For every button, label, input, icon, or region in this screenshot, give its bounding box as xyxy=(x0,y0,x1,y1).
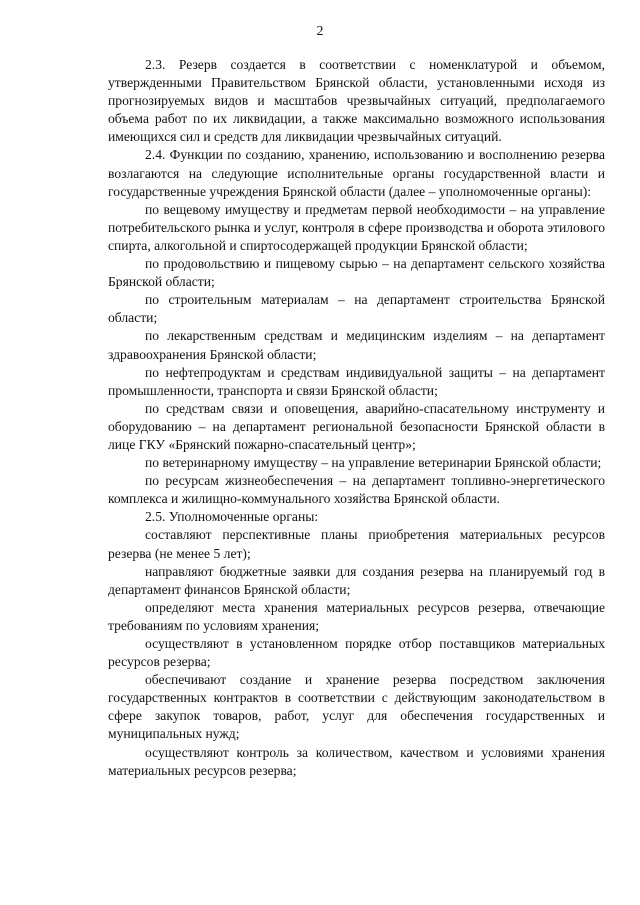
duty-contracts: обеспечивают создание и хранение резерва посредством заключения государственных контрактов в соответствии с действующим законодательством в сфере закупок товаров, работ, услуг для обеспечения государственных и муниципальных нужд; xyxy=(108,672,605,742)
paragraph-2-3: 2.3. Резерв создается в соответствии с номенклатурой и объемом, утвержденными Правительством Брянской области, установленными исходя из прогнозируемых видов и масштабов чрезвычайных ситуаций, предполагаемого объема работ по их ликвидации, а также максимально возможного использования имеющихся сил и средств для ликвидации чрезвычайных ситуаций. xyxy=(108,57,605,145)
list-item-life-support: по ресурсам жизнеобеспечения – на департамент топливно-энергетического комплекса и жилищно-коммунального хозяйства Брянской области. xyxy=(108,473,605,507)
paragraph-2-5: 2.5. Уполномоченные органы: xyxy=(145,509,319,525)
duty-plans: составляют перспективные планы приобретения материальных ресурсов резерва (не менее 5 лет); xyxy=(108,527,605,561)
paragraph-2-4: 2.4. Функции по созданию, хранению, использованию и восполнению резерва возлагаются на следующие исполнительные органы государственной власти и государственные учреждения Брянской области (далее – уполномоченные органы): xyxy=(108,147,605,199)
document-body xyxy=(108,56,605,780)
list-item-medicine: по лекарственным средствам и медицинским изделиям – на департамент здравоохранения Брянской области; xyxy=(108,328,605,362)
duty-control: осуществляют контроль за количеством, качеством и условиями хранения материальных ресурсов резерва; xyxy=(108,744,605,778)
duty-suppliers: осуществляют в установленном порядке отбор поставщиков материальных ресурсов резерва; xyxy=(108,636,605,670)
list-item-clothing: по вещевому имуществу и предметам первой необходимости – на управление потребительского рынка и услуг, контроля в сфере производства и оборота этилового спирта, алкогольной и спиртосодержащей продукции Брянской области; xyxy=(108,201,605,253)
page-number: 2 xyxy=(316,24,324,39)
list-item-construction: по строительным материалам – на департамент строительства Брянской области; xyxy=(108,292,605,326)
list-item-communication: по средствам связи и оповещения, аварийно-спасательному инструменту и оборудованию – на департамент региональной безопасности Брянской области в лице ГКУ «Брянский пожарно-спасательный центр»; xyxy=(108,400,605,452)
list-item-veterinary: по ветеринарному имуществу – на управление ветеринарии Брянской области; xyxy=(145,455,602,471)
duty-budget: направляют бюджетные заявки для создания резерва на планируемый год в департамент финансов Брянской области; xyxy=(108,563,605,597)
list-item-petroleum: по нефтепродуктам и средствам индивидуальной защиты – на департамент промышленности, транспорта и связи Брянской области; xyxy=(108,364,605,398)
duty-storage: определяют места хранения материальных ресурсов резерва, отвечающие требованиям по условиям хранения; xyxy=(108,599,605,633)
list-item-food: по продовольствию и пищевому сырью – на департамент сельского хозяйства Брянской области; xyxy=(108,256,605,290)
